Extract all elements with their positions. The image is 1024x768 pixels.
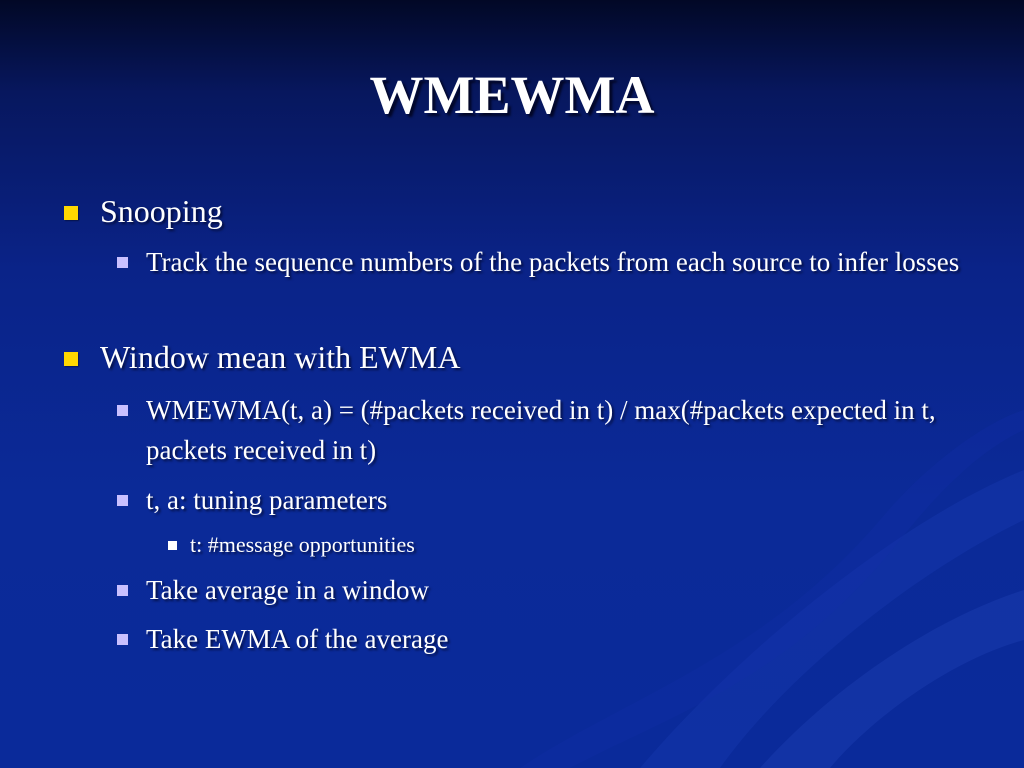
bullet-item-wmewma-formula (146, 390, 976, 470)
square-bullet-icon (117, 634, 128, 645)
bullet-item-message-opportunities (190, 530, 970, 560)
square-bullet-icon (117, 585, 128, 596)
bullet-item-tuning-parameters (146, 480, 976, 520)
bullet-item-track-sequence (146, 242, 976, 282)
bullet-item-window-mean (100, 338, 960, 376)
bullet-item-snooping (100, 192, 960, 230)
bullet-text: Window mean with EWMA (100, 339, 461, 375)
bullet-text: t: #message opportunities (190, 532, 415, 557)
slide-title: WMEWMA (369, 65, 655, 125)
bullet-item-take-average (146, 570, 976, 610)
square-bullet-icon (117, 405, 128, 416)
square-bullet-icon (168, 541, 177, 550)
bullet-text: Snooping (100, 193, 223, 229)
bullet-item-take-ewma (146, 619, 976, 659)
square-bullet-icon (117, 257, 128, 268)
square-bullet-icon (64, 352, 78, 366)
bullet-text: WMEWMA(t, a) = (#packets received in t) / max(#packets expected in t, packets received in t) (146, 395, 936, 465)
bullet-text: Take average in a window (146, 575, 429, 605)
bullet-text: Track the sequence numbers of the packets from each source to infer losses (146, 247, 960, 277)
square-bullet-icon (64, 206, 78, 220)
bullet-text: Take EWMA of the average (146, 624, 449, 654)
bullet-text: t, a: tuning parameters (146, 485, 388, 515)
square-bullet-icon (117, 495, 128, 506)
